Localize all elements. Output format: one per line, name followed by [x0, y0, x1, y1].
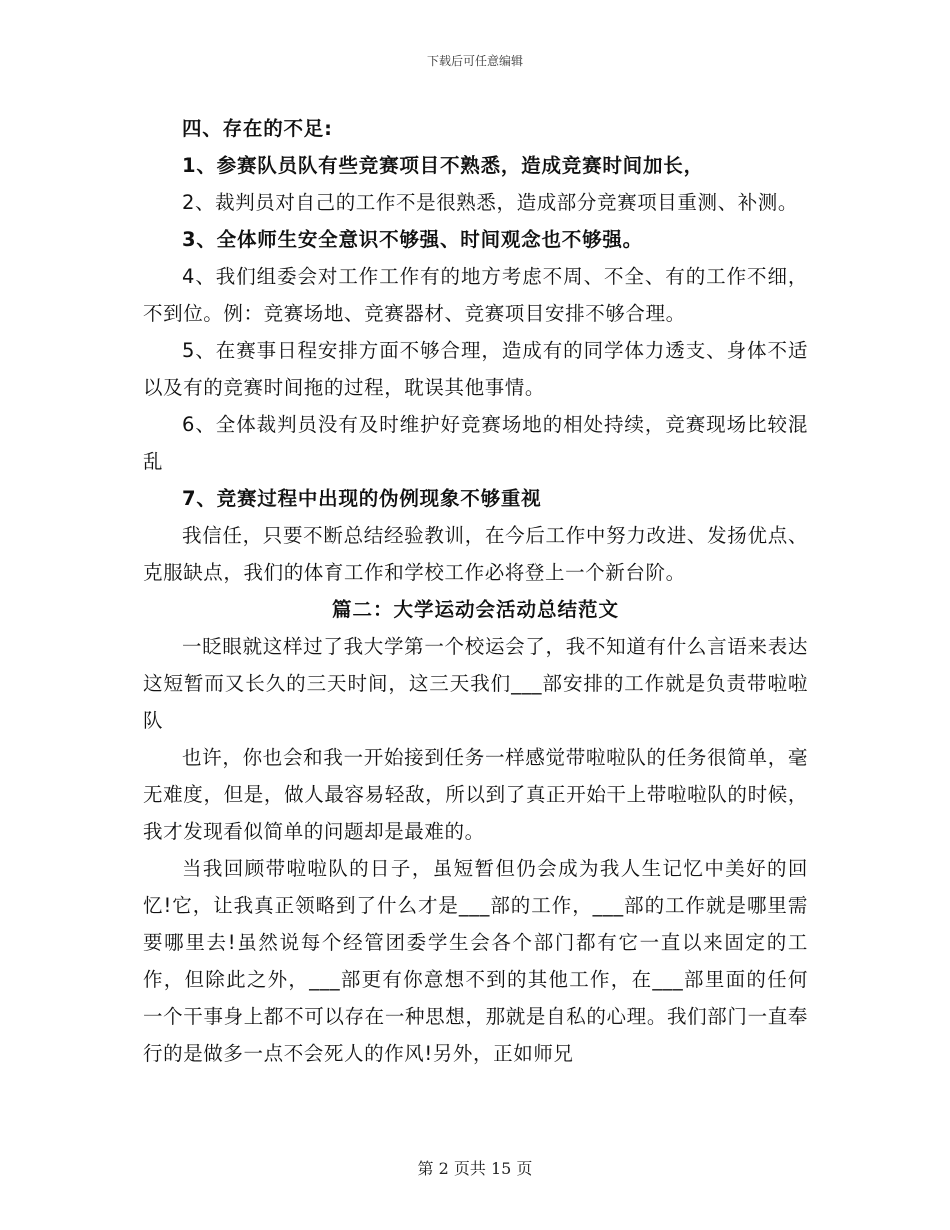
- paragraph: 5、在赛事日程安排方面不够合理，造成有的同学体力透支、身体不适以及有的竞赛时间拖的过程，耽误其他事情。: [143, 339, 808, 399]
- page-footer: 第 2 页共 15 页: [417, 1159, 533, 1178]
- paragraph: 当我回顾带啦啦队的日子，虽短暂但仍会成为我人生记忆中美好的回忆!它，让我真正领略到了什么才是___部的工作，___部的工作就是哪里需要哪里去!虽然说每个经管团委学生会各个部门都有它一直以来固定的工作，但除此之外，___部更有你意想不到的其他工作，在___部里面的任何一个干事身上都不可以存在一种思想，那就是自私的心理。我们部门一直奉行的是做多一点不会死人的作风!另外，正如师兄: [143, 857, 808, 1065]
- section-title: 篇二：大学运动会活动总结范文: [331, 598, 619, 621]
- paragraph: 四、存在的不足:: [182, 117, 333, 140]
- document-body: [143, 110, 808, 1072]
- paragraph: 6、全体裁判员没有及时维护好竞赛场地的相处持续，竞赛现场比较混乱: [143, 413, 808, 473]
- paragraph: 也许，你也会和我一开始接到任务一样感觉带啦啦队的任务很简单，毫无难度，但是，做人最容易轻敌，所以到了真正开始干上带啦啦队的时候，我才发现看似简单的问题却是最难的。: [143, 746, 808, 843]
- paragraph: 7、竞赛过程中出现的伪例现象不够重视: [182, 487, 542, 510]
- paragraph: 1、参赛队员队有些竞赛项目不熟悉，造成竞赛时间加长，: [182, 154, 704, 177]
- paragraph: 2、裁判员对自己的工作不是很熟悉，造成部分竞赛项目重测、补测。: [182, 191, 799, 214]
- paragraph: 3、全体师生安全意识不够强、时间观念也不够强。: [182, 228, 643, 251]
- paragraph: 我信任，只要不断总结经验教训，在今后工作中努力改进、发扬优点、克服缺点，我们的体育工作和学校工作必将登上一个新台阶。: [143, 524, 808, 584]
- section-part2: [143, 628, 808, 1072]
- paragraph: 一眨眼就这样过了我大学第一个校运会了，我不知道有什么言语来表达这短暂而又长久的三天时间，这三天我们___部安排的工作就是负责带啦啦队: [143, 635, 808, 732]
- paragraph: 4、我们组委会对工作工作有的地方考虑不周、不全、有的工作不细，不到位。例：竞赛场地、竞赛器材、竞赛项目安排不够合理。: [143, 265, 808, 325]
- page-header: 下载后可任意编辑: [426, 54, 523, 68]
- section-part1: [143, 110, 808, 591]
